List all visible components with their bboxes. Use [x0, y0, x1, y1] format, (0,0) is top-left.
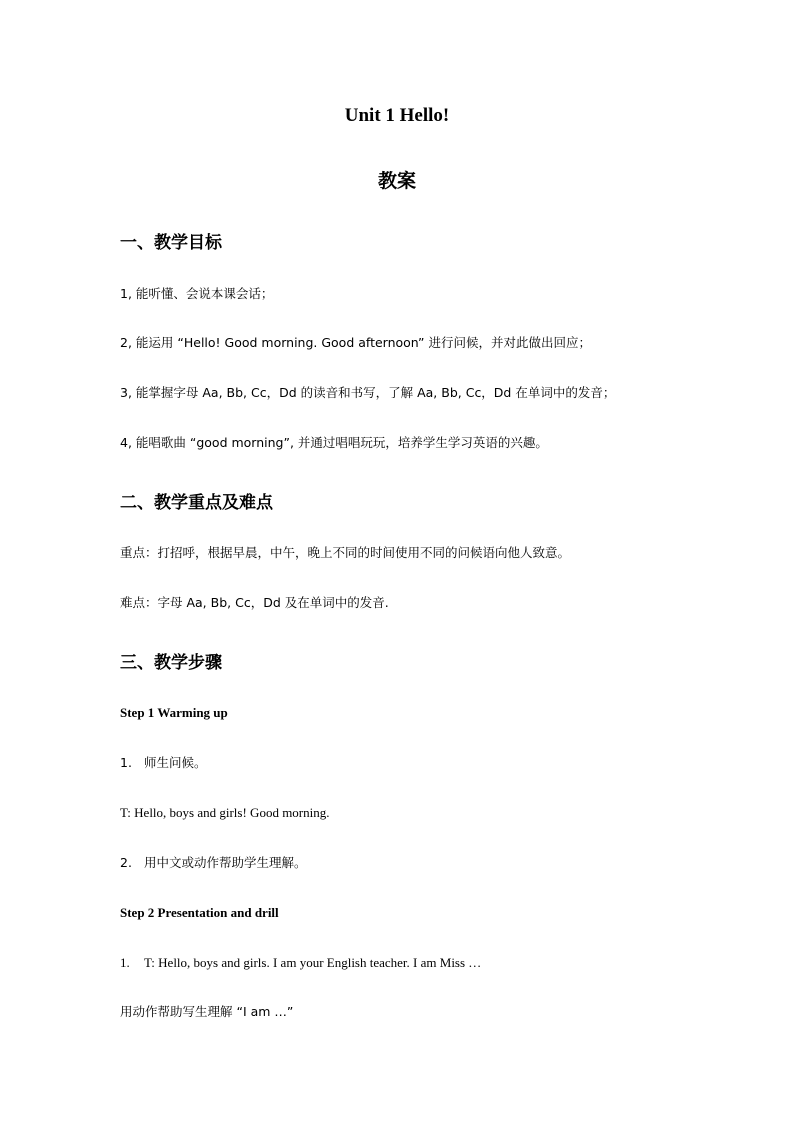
- list-number: 1.: [120, 755, 132, 770]
- list-item-text: 师生问候。: [144, 755, 207, 770]
- objective-item-3: 3, 能掌握字母 Aa, Bb, Cc，Dd 的读音和书写，了解 Aa, Bb, Cc，Dd 在单词中的发音；: [120, 385, 616, 400]
- section-heading-teaching-steps: 三、教学步骤: [120, 653, 222, 673]
- key-point-text: 重点：打招呼，根据早晨，中午，晚上不同的时间使用不同的问候语向他人致意。: [120, 545, 571, 560]
- list-item-text: 用中文或动作帮助学生理解。: [144, 855, 307, 870]
- objective-item-1: 1, 能听懂、会说本课会话；: [120, 286, 274, 301]
- step-2-item-1: [120, 955, 481, 971]
- step-1-title: Step 1 Warming up: [120, 705, 228, 720]
- list-item-text: T: Hello, boys and girls. I am your English teacher. I am Miss …: [144, 955, 482, 970]
- document-subtitle: 教案: [377, 170, 416, 192]
- difficult-point-text: 难点：字母 Aa, Bb, Cc，Dd 及在单词中的发音.: [120, 595, 389, 610]
- step-1-dialog: T: Hello, boys and girls! Good morning.: [120, 805, 330, 820]
- list-number: 2.: [120, 855, 132, 870]
- section-heading-objectives: 一、教学目标: [120, 233, 222, 253]
- objective-item-2: 2, 能运用 “Hello! Good morning. Good afternoon” 进行问候，并对此做出回应；: [120, 335, 591, 350]
- step-2-note: 用动作帮助写生理解 “I am …”: [120, 1004, 294, 1019]
- document-title: Unit 1 Hello!: [344, 105, 450, 126]
- step-1-item-1: [120, 755, 207, 771]
- step-1-item-2: [120, 855, 307, 871]
- list-number: 1.: [120, 955, 130, 970]
- section-heading-key-points: 二、教学重点及难点: [120, 493, 273, 513]
- objective-item-4: 4, 能唱歌曲 “good morning”, 并通过唱唱玩玩，培养学生学习英语的兴趣。: [120, 435, 548, 450]
- step-2-title: Step 2 Presentation and drill: [120, 905, 279, 920]
